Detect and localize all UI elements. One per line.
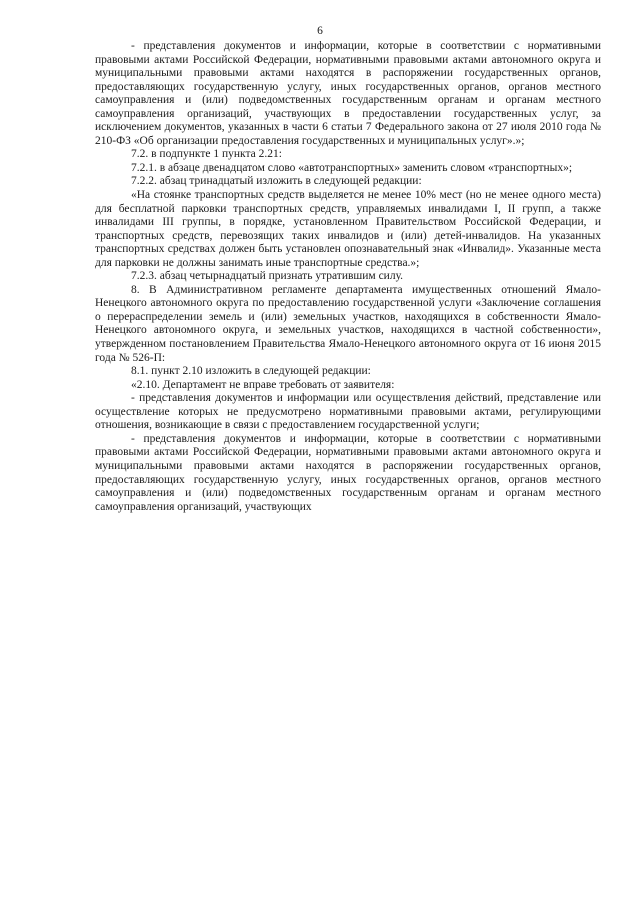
paragraph-1: - представления документов и информации, которые в соответствии с нормативными правовыми актами Российской Федерации, нормативными правовыми актами автономного округа и муниципальными правовыми актами находятся в распоряжении государственных органов, предоставляющих государственную услугу, иных государственных органов, органов местного самоуправления и (или) подведомственных государственным органам и органам местного самоуправления организаций, участвующих в предоставлении государственных услуг, за исключением документов, указанных в части 6 статьи 7 Федерального закона от 27 июля 2010 года № 210-ФЗ «Об организации предоставления государственных и муниципальных услуг».»; (95, 40, 601, 147)
paragraph-4: 7.2.2. абзац тринадцатый изложить в следующей редакции: (131, 175, 422, 188)
paragraph-8: 8.1. пункт 2.10 изложить в следующей редакции: (131, 365, 371, 378)
paragraph-2: 7.2. в подпункте 1 пункта 2.21: (131, 148, 282, 161)
page-number: 6 (317, 25, 323, 37)
paragraph-9: «2.10. Департамент не вправе требовать от заявителя: (131, 378, 395, 391)
paragraph-5: «На стоянке транспортных средств выделяется не менее 10% мест (но не менее одного места) для бесплатной парковки транспортных средств, управляемых инвалидами I, II групп, а также инвалидами III группы, в порядке, установленном Правительством Российской Федерации, и транспортных средств, перевозящих таких инвалидов и (или) детей-инвалидов. На указанных транспортных средствах должен быть установлен опознавательный знак «Инвалид». Указанные места для парковки не должны занимать иные транспортные средства.»; (95, 189, 601, 269)
paragraph-6: 7.2.3. абзац четырнадцатый признать утратившим силу. (131, 270, 404, 283)
paragraph-7: 8. В Административном регламенте департамента имущественных отношений Ямало-Ненецкого автономного округа по предоставлению государственной услуги «Заключение соглашения о перераспределении земель и (или) земельных участков, находящихся в собственности Ямало-Ненецкого автономного округа, и земельных участков, находящихся в частной собственности», утвержденном постановлением Правительства Ямало-Ненецкого автономного округа от 16 июня 2015 года № 526-П: (95, 283, 601, 364)
paragraph-3: 7.2.1. в абзаце двенадцатом слово «автотранспортных» заменить словом «транспортных»; (131, 161, 573, 174)
paragraph-10: - представления документов и информации или осуществления действий, представление или осуществление которых не предусмотрено нормативными правовыми актами, регулирующими отношения, возникающие в связи с предоставлением государственной услуги; (95, 392, 601, 432)
document-body (95, 40, 601, 514)
paragraph-11: - представления документов и информации, которые в соответствии с нормативными правовыми актами Российской Федерации, нормативными правовыми актами автономного округа и муниципальными правовыми актами находятся в распоряжении государственных органов, предоставляющих государственную услугу, иных государственных органов, органов местного самоуправления и (или) подведомственных государственным органам и органам местного самоуправления организаций, участвующих (95, 432, 601, 513)
